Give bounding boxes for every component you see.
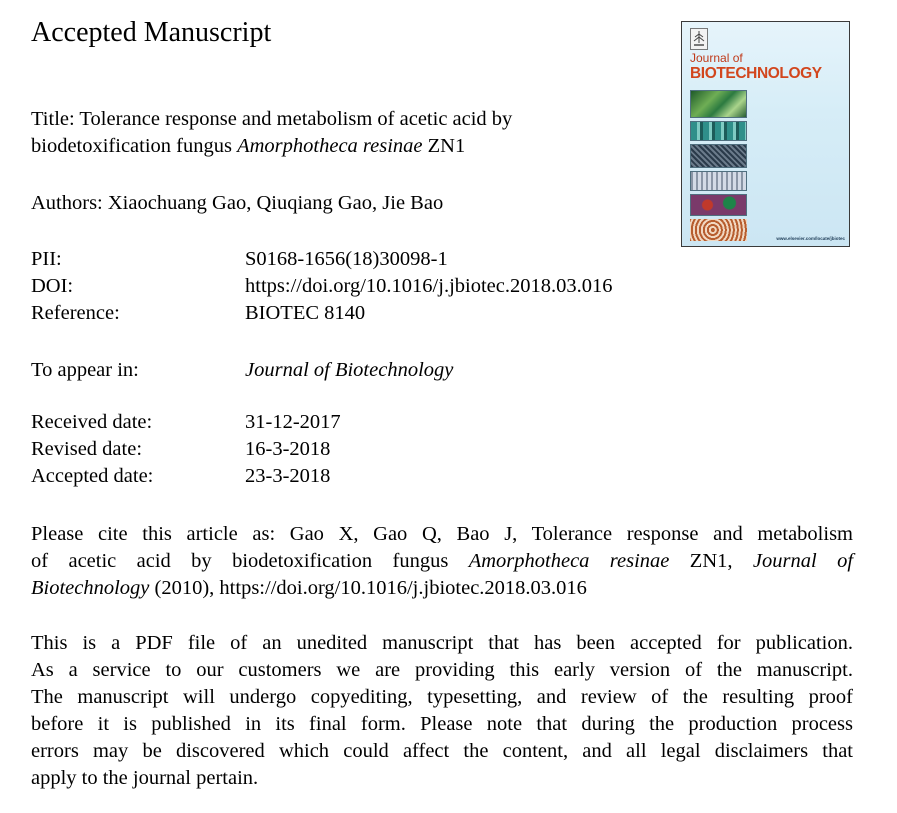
doi-label: DOI: xyxy=(31,275,74,297)
cover-journal-of: Journal of xyxy=(690,51,743,65)
notice-line: The manuscript will undergo copyediting, typesetting, and review of the resulting proof xyxy=(31,686,853,708)
doi-value[interactable]: https://doi.org/10.1016/j.jbiotec.2018.03.016 xyxy=(245,275,613,297)
elsevier-logo-icon xyxy=(690,28,708,50)
notice-line: before it is published in its final form. Please note that during the production process xyxy=(31,713,853,735)
received-value: 31-12-2017 xyxy=(245,411,341,433)
appear-journal xyxy=(245,357,453,384)
citation-species: Amorphotheca resinae xyxy=(468,550,670,572)
title-line-1: Title: Tolerance response and metabolism of acetic acid by xyxy=(31,108,513,130)
heading: Accepted Manuscript xyxy=(31,17,272,48)
citation-doi[interactable]: (2010), https://doi.org/10.1016/j.jbiotec.2018.03.016 xyxy=(149,577,587,599)
appear-label: To appear in: xyxy=(31,359,139,381)
notice-paragraph xyxy=(31,630,853,792)
citation-journal: Biotechnology xyxy=(31,577,150,599)
title-line-2 xyxy=(31,133,465,160)
journal-cover-image xyxy=(681,21,850,247)
citation-line-1: Please cite this article as: Gao X, Gao Q, Bao J, Tolerance response and metabolism xyxy=(31,523,853,545)
reference-value: BIOTEC 8140 xyxy=(245,302,366,324)
cover-figure-tile xyxy=(690,171,747,191)
cover-figure-tile xyxy=(690,90,747,118)
cover-url: www.elsevier.com/locate/jbiotec xyxy=(776,236,845,241)
reference-label: Reference: xyxy=(31,302,120,324)
revised-label: Revised date: xyxy=(31,438,143,460)
received-label: Received date: xyxy=(31,411,153,433)
cover-journal-name: BIOTECHNOLOGY xyxy=(690,65,822,82)
citation-line-3 xyxy=(31,575,853,602)
title-line-2-prefix: biodetoxification fungus xyxy=(31,135,238,157)
cover-figure-tile xyxy=(690,194,747,216)
citation-paragraph xyxy=(31,521,853,602)
citation-text: ZN1, xyxy=(669,550,753,572)
revised-value: 16-3-2018 xyxy=(245,438,331,460)
notice-line: errors may be discovered which could affect the content, and all legal disclaimers that xyxy=(31,740,853,762)
citation-line-2 xyxy=(31,548,853,575)
notice-line: This is a PDF file of an unedited manuscript that has been accepted for publication. xyxy=(31,632,853,654)
notice-line: apply to the journal pertain. xyxy=(31,767,259,789)
notice-line: As a service to our customers we are providing this early version of the manuscript. xyxy=(31,659,853,681)
pii-value: S0168-1656(18)30098-1 xyxy=(245,248,448,270)
appear-journal-name: Journal of Biotechnology xyxy=(245,359,454,381)
cover-figure-tile xyxy=(690,144,747,168)
title-line-2-suffix: ZN1 xyxy=(422,135,466,157)
cover-figure-tile xyxy=(690,121,747,141)
citation-text: of acetic acid by biodetoxification fungus xyxy=(31,550,469,572)
title-species: Amorphotheca resinae xyxy=(237,135,423,157)
accepted-label: Accepted date: xyxy=(31,465,154,487)
citation-journal: Journal of xyxy=(752,550,854,572)
accepted-value: 23-3-2018 xyxy=(245,465,331,487)
pii-label: PII: xyxy=(31,248,62,270)
cover-figure-tile xyxy=(690,219,747,241)
authors: Authors: Xiaochuang Gao, Qiuqiang Gao, Jie Bao xyxy=(31,192,444,214)
